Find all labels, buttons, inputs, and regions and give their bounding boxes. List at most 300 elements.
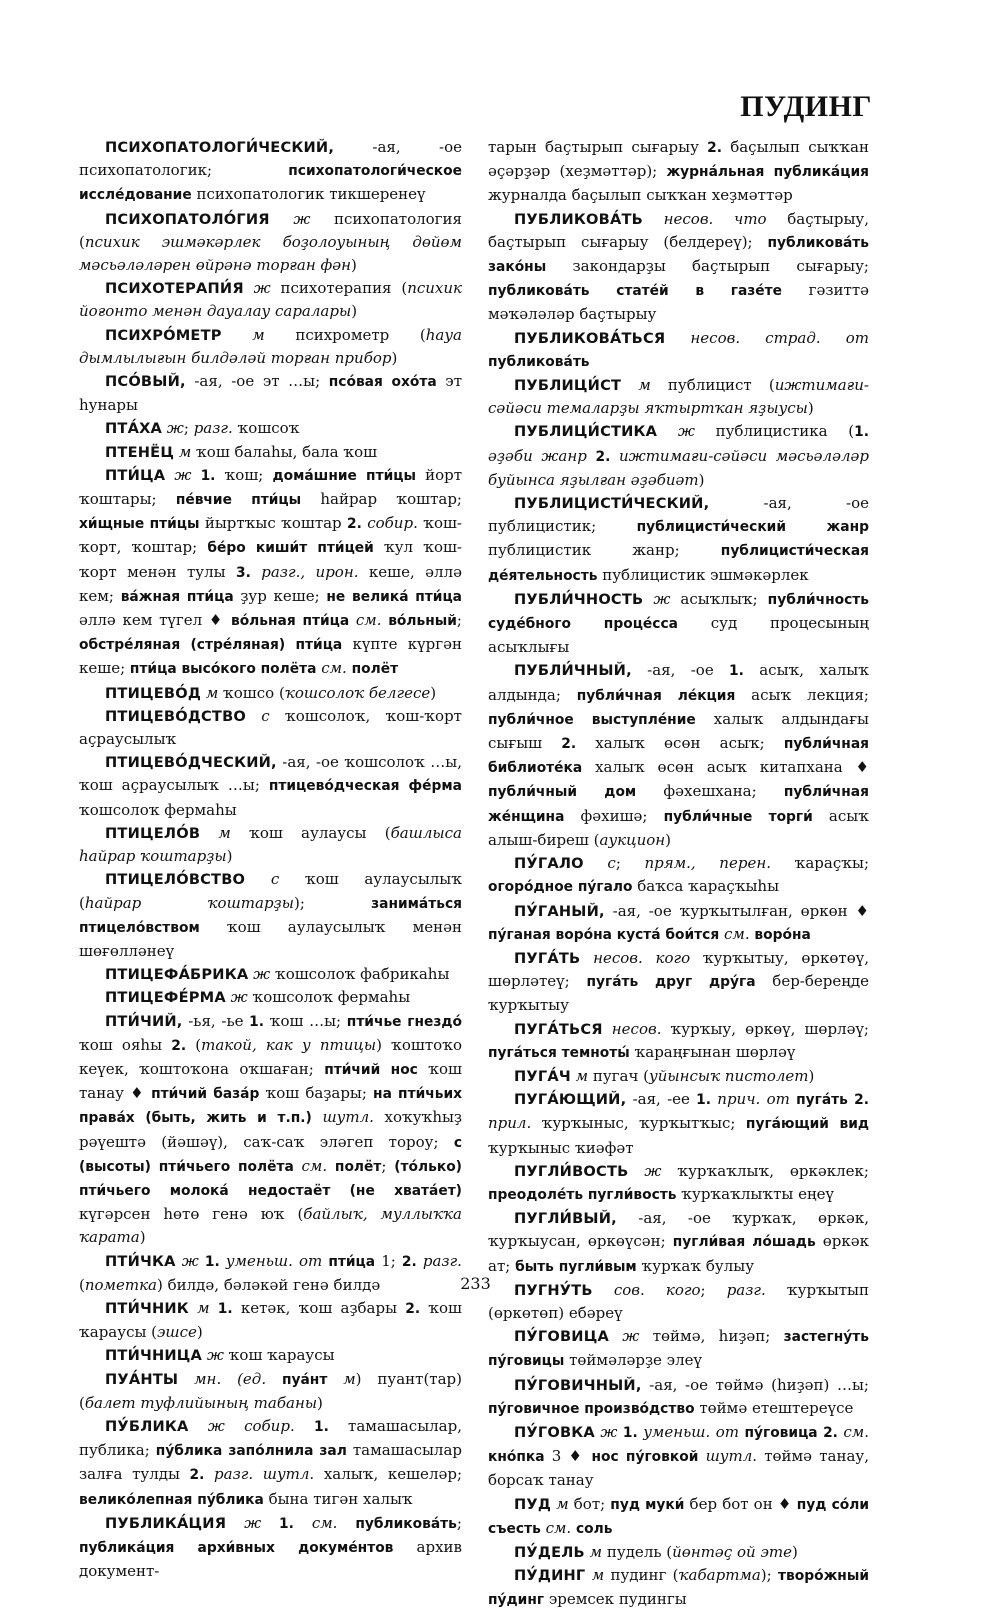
translation-text: ҡараңғынан шөрләү [629,1042,796,1061]
headword: ПУБЛИ́ЧНОСТЬ [514,590,644,608]
grammar-note: см. [355,611,382,630]
grammar-note: см. [311,1513,338,1532]
translation-text [244,279,254,297]
grammar-note: ижтимағи-сәйәси темаларҙы яҡтыртҡан яҙыусы [488,376,869,418]
dictionary-entry [488,1160,869,1207]
translation-text: ҡош-ҡорт, ҡоштар; [79,514,462,557]
example-phrase: пу́говичное произво́дство [488,1400,695,1417]
translation-text: әллә кем түгел ♦ [79,611,231,630]
translation-text [294,1157,302,1175]
example-phrase: пуга́ть друг дру́га [586,974,756,991]
translation-text: тарын баҫтырып сығарыу [488,138,708,156]
headword: ПУБЛИЦИ́СТ [514,377,622,395]
translation-text: психрометр ( [264,325,426,344]
translation-text: ҡош танау ♦ [79,1059,462,1103]
grammar-note: ижтимағи-сәйәси мәсьәләләр буйынса яҙылған әҙәбиәт [488,446,869,489]
translation-text: ҡул ҡош-ҡорт менән тулы [79,538,462,581]
translation-text: ; [456,611,462,630]
translation-text: төймә, һиҙәп; [639,1327,784,1346]
grammar-note: м [205,683,219,702]
example-phrase: занима́ться птицело́вством [79,895,462,936]
example-phrase: пти́ца высо́кого полёта [129,661,317,678]
headword: ПТИЦЕФА́БРИКА [105,966,249,984]
dictionary-entry [79,822,462,868]
grammar-note: ж [600,1422,618,1441]
translation-text [246,707,261,725]
grammar-note: ж [293,209,311,228]
headword: ПУБЛИКОВА́ТЬСЯ [514,329,666,347]
headword: ПУБЛИ́ЧНЫЙ, [514,662,632,680]
headword: ПУБЛИЦИСТИ́ЧЕСКИЙ, [514,495,710,513]
example-phrase: пти́чий база́р [151,1086,260,1103]
grammar-note: ж [653,589,671,608]
example-phrase: пугли́вая ло́шадь [672,1234,816,1251]
example-phrase: публи́чная библиоте́ка [488,736,869,777]
translation-text [349,611,356,629]
dictionary-entry [488,659,869,852]
example-phrase: публи́чные торги́ [663,808,813,825]
translation-text: ) [698,470,705,489]
translation-text: ҡурҡаҡлыҡты еңеү [676,1184,834,1203]
translation-text: ) [317,1393,323,1412]
translation-text [621,376,638,394]
example-phrase: во́льная пти́ца [230,613,350,630]
headword: ПТИ́ЧНИЦА [105,1347,203,1365]
translation-text: тамашасылар, публика; [79,1416,462,1460]
translation-text: гәзиттә мәҡәләләр баҫтырыу [488,281,870,324]
dictionary-entry [79,751,462,822]
dictionary-entry [488,1374,869,1421]
example-phrase: полёт [334,1158,382,1175]
example-phrase: быть пугли́вым [515,1258,637,1275]
translation-text: ) [391,348,398,367]
headword: ПТИ́ЧКА [105,1252,176,1270]
translation-text: ҡош баҙары; [259,1084,374,1103]
translation-text: халыҡ өсөн асыҡ китапхана ♦ [582,758,869,777]
example-phrase: (то́лько) пти́чьего молока́ недостаёт (не хвата́ет) [79,1158,462,1199]
translation-text: ҡурҡытып (өркөтөп) ебәреү [488,1280,869,1322]
translation-text [266,1370,282,1388]
grammar-note: м [218,823,231,842]
example-phrase: соль [575,1520,613,1537]
grammar-note: ж [174,465,192,484]
example-phrase: пти́чье гнездо́ [346,1013,462,1030]
translation-text [295,1417,314,1435]
example-phrase: пу́ганая воро́на куста́ бои́тся [488,926,720,943]
headword: ПТИЦЕФЕ́РМА [105,989,226,1007]
translation-text: бер-береңде ҡурҡытыу [488,972,869,1015]
translation-text: эремсек пудингы [544,1590,687,1609]
headword: ПУБЛИКОВА́ТЬ [514,210,643,228]
translation-text [165,466,174,484]
example-phrase: 1. [200,467,216,484]
grammar-note: ж [166,419,184,438]
page-number: 233 [460,1274,491,1293]
translation-text: төймә етештереүсе [694,1398,854,1417]
translation-text: публицистика ( [694,422,855,441]
example-phrase: публикова́ть зако́ны [488,234,869,276]
translation-text: асыҡ лекция; [735,685,869,704]
example-phrase: 2. [401,1253,417,1270]
headword: ПТИ́ЧИЙ, [105,1012,183,1030]
translation-text: ) пуант(тар) ( [79,1369,462,1412]
translation-text: халыҡ өсөн асыҡ; [576,734,784,753]
dictionary-entry [79,277,462,323]
grammar-note: ж [253,279,271,298]
grammar-note: прям., перен. [644,854,771,873]
dictionary-entry [488,588,869,660]
example-phrase: на пти́чьих права́х (быть, жить и т.п.) [79,1086,463,1127]
example-phrase: 2. [854,1092,869,1109]
translation-text [610,447,619,465]
headword: ПУГНУ́ТЬ [514,1281,593,1299]
grammar-note: м [178,442,192,461]
example-phrase: 1. [854,424,869,441]
grammar-note: уменьш. от [225,1251,323,1270]
headword: ПУГЛИ́ВОСТЬ [514,1162,629,1180]
translation-text: һайрар ҡоштар; [301,490,462,509]
example-phrase: ва́жная пти́ца [120,588,234,605]
dictionary-entry [488,327,869,374]
translation-text: публицист ( [650,376,775,395]
translation-text: ҡошсолоҡ, ҡош-ҡорт аҫраусылыҡ [79,706,462,749]
translation-text: ҡош аулаусылыҡ ( [79,870,462,912]
translation-text [609,1327,622,1345]
translation-text: ( [186,1035,202,1054]
translation-text: фәхишә; [564,806,664,825]
translation-text: ҡош; [215,465,273,484]
translation-text: ҡош ояһы [79,1035,172,1054]
example-phrase: публикова́ть [355,1515,457,1532]
translation-text [226,1514,244,1532]
example-phrase: 3. [235,564,251,581]
example-phrase: хи́щные пти́цы [79,516,200,533]
headword: ПУ́ГАЛО [514,855,584,873]
dictionary-entry [79,868,462,963]
translation-text: журналда баҫылып сыҡҡан хеҙмәттәр [488,186,793,205]
headword: ПСИХРО́МЕТР [105,326,222,344]
translation-text: -ая, -ое [631,661,730,680]
translation-text: ҡошсоҡ [232,419,300,438]
translation-text: ) [351,302,358,321]
translation-text [189,1299,197,1317]
translation-text: ҡурҡытыу, өркөтөү, шөрләтеү; [488,948,869,991]
translation-text: -ая, -ое публицистик; [488,494,869,536]
translation-text: күгәрсен һөтө генә юҡ ( [79,1205,304,1224]
example-phrase: журна́льная публика́ция [666,164,869,181]
translation-text [178,1370,194,1388]
headword: ПУ́ГАНЫЙ, [514,902,605,920]
example-phrase: воро́на [754,926,811,943]
example-phrase: пти́чий нос [324,1061,418,1078]
headword: ПУ́ДИНГ [514,1567,586,1585]
translation-text: ҡош аулаусылыҡ менән шөғөлләнеү [79,917,462,960]
dictionary-entry [488,420,869,492]
translation-text [210,1299,218,1317]
grammar-note: йөнтәҫ ой эте [672,1542,792,1561]
headword: ПТА́ХА [105,420,163,438]
example-phrase: не велика́ пти́ца [326,588,462,605]
translation-text: закондарҙы баҫтырып сығарыу; [546,257,869,276]
example-phrase: 2. [347,516,362,533]
grammar-note: һайрар ҡоштарҙы [84,893,294,912]
grammar-note: собир. [367,514,418,533]
translation-text: ) [196,1323,203,1342]
translation-text: ) [808,1066,815,1085]
dictionary-entry [79,136,462,208]
translation-text: -ья, -ье [182,1011,250,1030]
example-phrase: пе́вчие пти́цы [175,492,302,509]
example-phrase: 2. [405,1300,421,1317]
example-phrase: 1. [729,663,744,680]
headword: ПТИЦЕВО́Д [105,684,202,702]
headword: ПТИЦЕЛО́В [105,824,201,842]
translation-text: ; [183,419,194,438]
translation-text: психотерапия ( [270,279,408,298]
translation-text [628,1162,644,1180]
translation-text: ) [139,1228,146,1247]
example-phrase: 1. [696,1092,712,1109]
grammar-note: шутл. [705,1447,758,1466]
translation-text: халыҡ, кешеләр; [314,1465,462,1484]
grammar-note: шутл. [322,1108,374,1127]
translation-text: баҡса ҡараҫҡыһы [632,877,780,896]
translation-text: публицистик жанр; [488,541,721,560]
translation-text: пудель ( [602,1542,673,1561]
example-phrase: 1. [217,1300,233,1317]
grammar-note: ж [622,1327,640,1346]
translation-text: ) [807,399,814,418]
example-phrase: 2. [189,1467,205,1484]
dictionary-entry [488,900,869,947]
translation-text: ) [226,847,233,866]
translation-text: ҡош …ы; [264,1011,347,1030]
translation-text: кеше, әллә кем; [79,562,462,605]
translation-text: ҡурҡаҡ булыу [636,1256,755,1275]
translation-text: төймәләрҙе элеү [564,1351,702,1370]
example-phrase: пу́блика запо́лнила зал [155,1443,347,1460]
grammar-note: ж [181,1251,199,1270]
headword: ПУ́ГОВКА [514,1423,595,1441]
grammar-note: ж [206,1346,224,1365]
grammar-note: м [252,325,265,344]
example-phrase: 2. [823,1424,838,1441]
headword: ПУГА́ЮЩИЙ, [514,1091,627,1109]
grammar-note: м [638,376,651,395]
translation-text: ) ҡоштоҡо кеүек, ҡоштоҡона оҡшаған; [79,1035,462,1078]
translation-text: тамашасылар залға тулды [79,1441,462,1484]
dictionary-entry [79,324,462,370]
translation-text: -ая, -ое психопатологик; [79,138,462,180]
example-phrase: преодоле́ть пугли́вость [488,1186,677,1203]
grammar-note: с [261,706,270,725]
example-phrase: пуд муки́ [610,1496,685,1513]
grammar-note: пометка [84,1275,157,1294]
grammar-note: см. [843,1422,869,1441]
grammar-note: несов. кого [593,948,691,967]
translation-text: ҡош ҡараусы ( [79,1298,462,1342]
translation-text: ) [350,256,357,275]
translation-text [251,563,261,581]
example-phrase: публикова́ть [488,353,590,370]
translation-text [327,1157,335,1175]
example-phrase: кно́пка [488,1449,545,1466]
translation-text: психопатология ( [79,209,462,251]
translation-text: төймә танау, борсаҡ танау [488,1447,870,1490]
dictionary-entry [79,1297,462,1344]
example-phrase: пу́говица [744,1424,818,1441]
example-phrase: публикова́ть стате́й в газе́те [488,283,782,300]
translation-text: ҡошсолоҡ фермаһы [247,988,411,1007]
example-phrase: 2. [595,448,611,465]
translation-text [665,329,690,347]
translation-text: бер бот он ♦ [684,1494,797,1513]
translation-text: ҡурҡаҡлыҡ, өркәклек; [661,1161,869,1180]
translation-text: асыҡ, халыҡ алдында; [488,661,869,704]
example-phrase: обстре́ляная (стре́ляная) пти́ца [79,637,343,654]
translation-text: фәхешхана; [636,782,784,801]
grammar-note: башлыса һайрар ҡоштарҙы [79,823,462,866]
example-phrase: пуд со́ли съесть [488,1496,870,1537]
translation-text: ҡош ҡараусы [223,1346,335,1365]
grammar-note: әҙәби жанр [488,446,587,465]
translation-text: йорт ҡоштары; [79,465,462,509]
translation-text: йыртҡыс ҡоштар [199,514,348,533]
grammar-note: прил. [488,1114,532,1133]
translation-text: ҡош аулаусы ( [230,823,391,842]
example-phrase: огоро́дное пу́гало [488,879,633,896]
translation-text: -ая, -ое ҡошсолоҡ …ы, ҡош аҫраусылыҡ …ы; [79,753,462,795]
example-phrase: 2. [707,140,722,156]
grammar-note: см. [724,924,750,943]
grammar-note: см. [301,1156,328,1175]
example-phrase: бе́ро киши́т пти́цей [207,540,374,557]
example-phrase: пуга́ть [796,1092,848,1109]
example-phrase: 2. [171,1037,187,1054]
grammar-note: ж [253,965,271,984]
headword: ПТЕНЁЦ [105,443,175,461]
grammar-note: прич. от [717,1090,790,1109]
example-phrase: пти́ца [328,1253,376,1270]
headword: ПТИЦЕЛО́ВСТВО [105,871,246,889]
grammar-note: разг. [726,1280,766,1299]
grammar-note: с [607,854,616,873]
grammar-note: такой, как у птицы [201,1035,377,1054]
translation-text [189,1417,208,1435]
translation-text: пудинг ( [604,1566,679,1585]
grammar-note: несов. страд. от [690,328,869,347]
translation-text: ; [615,854,645,873]
dictionary-entry [488,1493,869,1541]
example-phrase: птицево́дческая фе́рма [268,778,462,795]
translation-text [200,824,218,842]
translation-text: бына тигән халыҡ [263,1489,413,1508]
grammar-note: ж собир. [207,1416,295,1435]
grammar-note: ҡабартма [678,1566,761,1585]
dictionary-entry [79,417,462,440]
dictionary-entry [79,963,462,986]
headword: ПТИ́ЦА [105,466,166,484]
grammar-note: ж [230,988,248,1007]
headword: ПУА́НТЫ [105,1370,179,1388]
translation-text [270,210,294,228]
example-phrase: 2. [561,736,577,753]
translation-text: -ая, -ое ҡурҡытылған, өркөн ♦ [604,901,869,920]
example-phrase: публицисти́ческий жанр [636,519,869,536]
headword: ПСИХОТЕРАПИ́Я [105,280,244,298]
dictionary-entry [488,1018,869,1065]
dictionary-entry [79,1010,462,1250]
headword: ПТИЦЕВО́ДСТВО [105,707,247,725]
headword: ПУ́ДЕЛЬ [514,1543,585,1561]
example-phrase: 1. [622,1424,638,1441]
left-column [79,136,462,1583]
headword: ПТИЦЕВО́ДЧЕСКИЙ, [105,754,277,772]
translation-text: ; [700,1280,727,1299]
translation-text: асыҡ алыш-биреш ( [488,806,869,849]
grammar-note: разг., ирон. [261,562,359,581]
grammar-note: м [556,1494,569,1513]
dictionary-entry [79,1344,462,1367]
translation-text: эт һунары [79,372,463,415]
grammar-note: разг. [422,1251,462,1270]
dictionary-entry [79,1415,462,1512]
headword: ПУ́БЛИКА [105,1417,189,1435]
grammar-note: ж [644,1161,662,1180]
translation-text: архив документ- [79,1537,462,1581]
translation-text: бот; [568,1494,611,1513]
example-phrase: публицисти́ческая де́ятельность [488,543,869,584]
grammar-note: балет туфлийының табаны [84,1393,318,1412]
grammar-note: несов. [611,1019,662,1038]
headword: ПУГА́ТЬ [514,949,581,967]
grammar-note: м [197,1298,210,1317]
translation-text: публицистик эшмәкәрлек [597,565,809,584]
dictionary-entry [79,1512,462,1584]
translation-text: -ая, -ое төймә (һиҙәп) …ы; [641,1375,869,1394]
translation-text [698,1447,705,1465]
translation-text: ҡош балаһы, бала ҡош [191,442,378,461]
example-phrase: застегну́ть пу́говицы [488,1329,869,1370]
example-phrase: с (высоты) пти́чьего полёта [79,1134,462,1175]
dictionary-entry [79,208,462,278]
running-head: ПУДИНГ [740,90,872,123]
translation-text: өркәк ат; [488,1232,870,1275]
example-phrase: публика́ция архи́вных докуме́нтов [79,1539,394,1556]
example-phrase: публи́чное выступле́ние [488,711,696,728]
translation-text: 1; [375,1251,402,1270]
headword: ПУ́ГОВИЧНЫЙ, [514,1376,642,1394]
headword: ПТИ́ЧНИК [105,1299,189,1317]
dictionary-entry [488,136,869,208]
translation-text: ); [293,893,372,912]
grammar-note: һауа дымлылығын билдәләй торған прибор [79,325,462,367]
example-phrase: дома́шние пти́цы [272,467,416,484]
dictionary-entry [488,852,869,899]
translation-text: суд процесының асыҡлығы [488,614,869,657]
headword: ПУ́ГОВИЦА [514,1328,609,1346]
example-phrase: 1. [279,1515,294,1532]
translation-text: халыҡ алдындағы сығыш [488,709,869,753]
translation-text: кетәк, ҡош аҙбары [232,1298,406,1317]
translation-text: ); [760,1566,779,1585]
translation-text: ) [665,830,671,849]
dictionary-entry [488,1541,869,1564]
dictionary-entry [79,682,462,705]
right-column [488,136,869,1613]
example-phrase: пуа́нт [281,1371,328,1388]
headword: ПСИХОПАТОЛОГИ́ЧЕСКИЙ, [105,139,335,156]
